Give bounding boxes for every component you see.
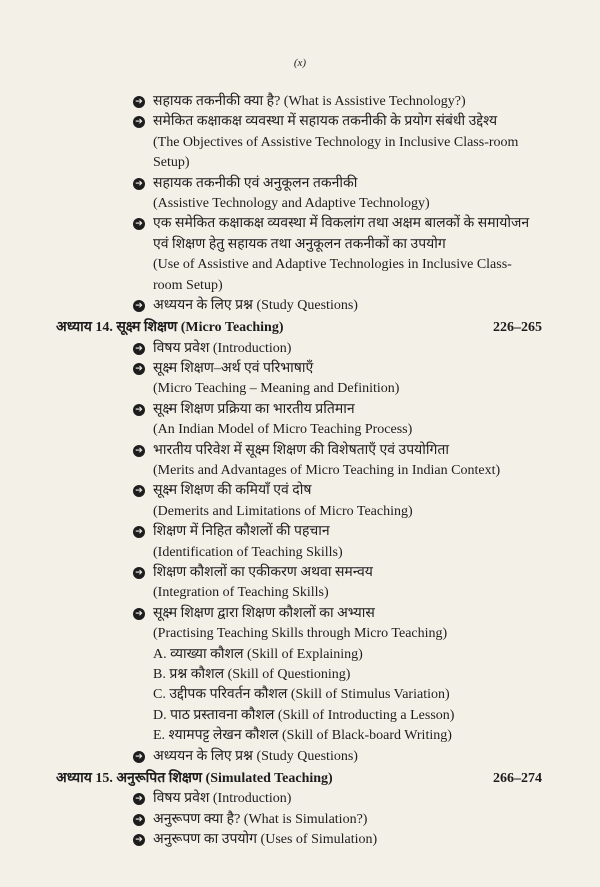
toc-entry-text: विषय प्रवेश (Introduction) <box>153 340 292 356</box>
toc-entry-text: (Demerits and Limitations of Micro Teaching) <box>153 503 413 519</box>
arrow-bullet-icon: ➔ <box>133 608 145 620</box>
toc-entry-text: शिक्षण कौशलों का एकीकरण अथवा समन्वय <box>153 564 373 580</box>
toc-entry-text: D. पाठ प्रस्तावना कौशल (Skill of Introducting a Lesson) <box>153 707 455 723</box>
toc-entry-text: समेकित कक्षाकक्ष व्यवस्था में सहायक तकनीकी के प्रयोग संबंधी उद्देश्य <box>153 114 498 130</box>
toc-entry-text: विषय प्रवेश (Introduction) <box>153 791 292 807</box>
arrow-bullet-icon: ➔ <box>133 567 145 579</box>
toc-entry-continuation <box>0 543 600 563</box>
toc-entry-text: Setup) <box>153 155 190 171</box>
toc-entry-text: (Use of Assistive and Adaptive Technologies in Inclusive Class- <box>153 257 512 273</box>
toc-subentry <box>0 645 600 665</box>
toc-entry <box>0 830 600 850</box>
toc-entry-text: C. उद्दीपक परिवर्तन कौशल (Skill of Stimulus Variation) <box>153 687 450 703</box>
toc-subentry <box>0 685 600 705</box>
toc-entry-text: A. व्याख्या कौशल (Skill of Explaining) <box>153 646 363 662</box>
toc-entry-text: E. श्यामपट्ट लेखन कौशल (Skill of Black-board Writing) <box>153 728 452 744</box>
arrow-bullet-icon: ➔ <box>133 116 145 128</box>
chapter-heading <box>0 318 600 338</box>
toc-entry <box>0 400 600 420</box>
toc-entry <box>0 92 600 112</box>
chapter-heading <box>0 769 600 789</box>
arrow-bullet-icon: ➔ <box>133 793 145 805</box>
arrow-bullet-icon: ➔ <box>133 814 145 826</box>
toc-subentry <box>0 726 600 746</box>
toc-entry <box>0 563 600 583</box>
arrow-bullet-icon: ➔ <box>133 300 145 312</box>
arrow-bullet-icon: ➔ <box>133 178 145 190</box>
arrow-bullet-icon: ➔ <box>133 363 145 375</box>
toc-entry-text: (Merits and Advantages of Micro Teaching in Indian Context) <box>153 463 501 479</box>
toc-entry-text: सूक्ष्म शिक्षण द्वारा शिक्षण कौशलों का अभ्यास <box>153 605 375 621</box>
toc-entry-continuation <box>0 255 600 275</box>
toc-entry-text: एवं शिक्षण हेतु सहायक तथा अनुकूलन तकनीकों का उपयोग <box>153 236 446 252</box>
toc-entry-text: भारतीय परिवेश में सूक्ष्म शिक्षण की विशेषताएँ एवं उपयोगिता <box>153 442 450 458</box>
toc-entry <box>0 174 600 194</box>
toc-entry-text: (The Objectives of Assistive Technology in Inclusive Class-room <box>153 134 519 150</box>
toc-entry-text: (An Indian Model of Micro Teaching Process) <box>153 422 413 438</box>
toc-entry <box>0 112 600 132</box>
toc-entry <box>0 441 600 461</box>
arrow-bullet-icon: ➔ <box>133 404 145 416</box>
toc-entry-text: अनुरूपण का उपयोग (Uses of Simulation) <box>153 832 378 848</box>
page-number: (x) <box>293 57 307 69</box>
chapter-page-range: 226–265 <box>493 320 542 336</box>
arrow-bullet-icon: ➔ <box>133 526 145 538</box>
toc-entry-continuation <box>0 420 600 440</box>
arrow-bullet-icon: ➔ <box>133 751 145 763</box>
toc-entry <box>0 296 600 316</box>
toc-entry <box>0 481 600 501</box>
toc-entry-text: सहायक तकनीकी एवं अनुकूलन तकनीकी <box>153 175 358 191</box>
toc-subentry <box>0 706 600 726</box>
toc-entry <box>0 604 600 624</box>
toc-subentry <box>0 665 600 685</box>
arrow-bullet-icon: ➔ <box>133 343 145 355</box>
toc-entry-continuation <box>0 461 600 481</box>
toc-entry-continuation <box>0 235 600 255</box>
toc-entry <box>0 214 600 234</box>
toc-entry-text: अनुरूपण क्या है? (What is Simulation?) <box>153 811 368 827</box>
toc-entry-continuation <box>0 624 600 644</box>
toc-entry-text: सूक्ष्म शिक्षण की कमियाँ एवं दोष <box>153 483 312 499</box>
toc-entry-text: सहायक तकनीकी क्या है? (What is Assistive Technology?) <box>153 94 466 109</box>
arrow-bullet-icon: ➔ <box>133 834 145 846</box>
toc-entry-text: अध्ययन के लिए प्रश्न (Study Questions) <box>153 748 358 764</box>
toc-entry-continuation <box>0 502 600 522</box>
toc-entry-text: एक समेकित कक्षाकक्ष व्यवस्था में विकलांग तथा अक्षम बालकों के समायोजन <box>153 216 530 232</box>
toc-entry-text: B. प्रश्न कौशल (Skill of Questioning) <box>153 666 351 682</box>
chapter-title: अध्याय 14. सूक्ष्म शिक्षण (Micro Teaching) <box>56 320 284 336</box>
arrow-bullet-icon: ➔ <box>133 485 145 497</box>
toc-entry <box>0 339 600 359</box>
toc-entry <box>0 747 600 767</box>
toc-entry-text: (Assistive Technology and Adaptive Technology) <box>153 195 430 211</box>
toc-entry-continuation <box>0 194 600 214</box>
chapter-page-range: 266–274 <box>493 770 542 786</box>
chapter-title: अध्याय 15. अनुरूपित शिक्षण (Simulated Teaching) <box>56 770 333 786</box>
toc-entry-text: (Identification of Teaching Skills) <box>153 544 343 560</box>
toc-entry <box>0 789 600 809</box>
arrow-bullet-icon: ➔ <box>133 218 145 230</box>
toc-entry-continuation <box>0 153 600 173</box>
toc-entry-continuation <box>0 583 600 603</box>
toc-entry-text: room Setup) <box>153 277 223 293</box>
toc-entry-continuation <box>0 276 600 296</box>
table-of-contents <box>0 92 600 850</box>
toc-entry-continuation <box>0 379 600 399</box>
toc-entry-text: (Practising Teaching Skills through Micro Teaching) <box>153 626 448 642</box>
arrow-bullet-icon: ➔ <box>133 445 145 457</box>
arrow-bullet-icon: ➔ <box>133 96 145 108</box>
toc-entry <box>0 522 600 542</box>
toc-entry <box>0 359 600 379</box>
toc-entry <box>0 810 600 830</box>
toc-entry-continuation <box>0 133 600 153</box>
toc-entry-text: (Integration of Teaching Skills) <box>153 585 329 601</box>
toc-entry-text: अध्ययन के लिए प्रश्न (Study Questions) <box>153 297 358 313</box>
toc-entry-text: शिक्षण में निहित कौशलों की पहचान <box>153 524 330 540</box>
toc-entry-text: सूक्ष्म शिक्षण प्रक्रिया का भारतीय प्रतिमान <box>153 401 355 417</box>
toc-entry-text: सूक्ष्म शिक्षण–अर्थ एवं परिभाषाएँ <box>153 361 314 377</box>
toc-entry-text: (Micro Teaching – Meaning and Definition) <box>153 381 400 397</box>
